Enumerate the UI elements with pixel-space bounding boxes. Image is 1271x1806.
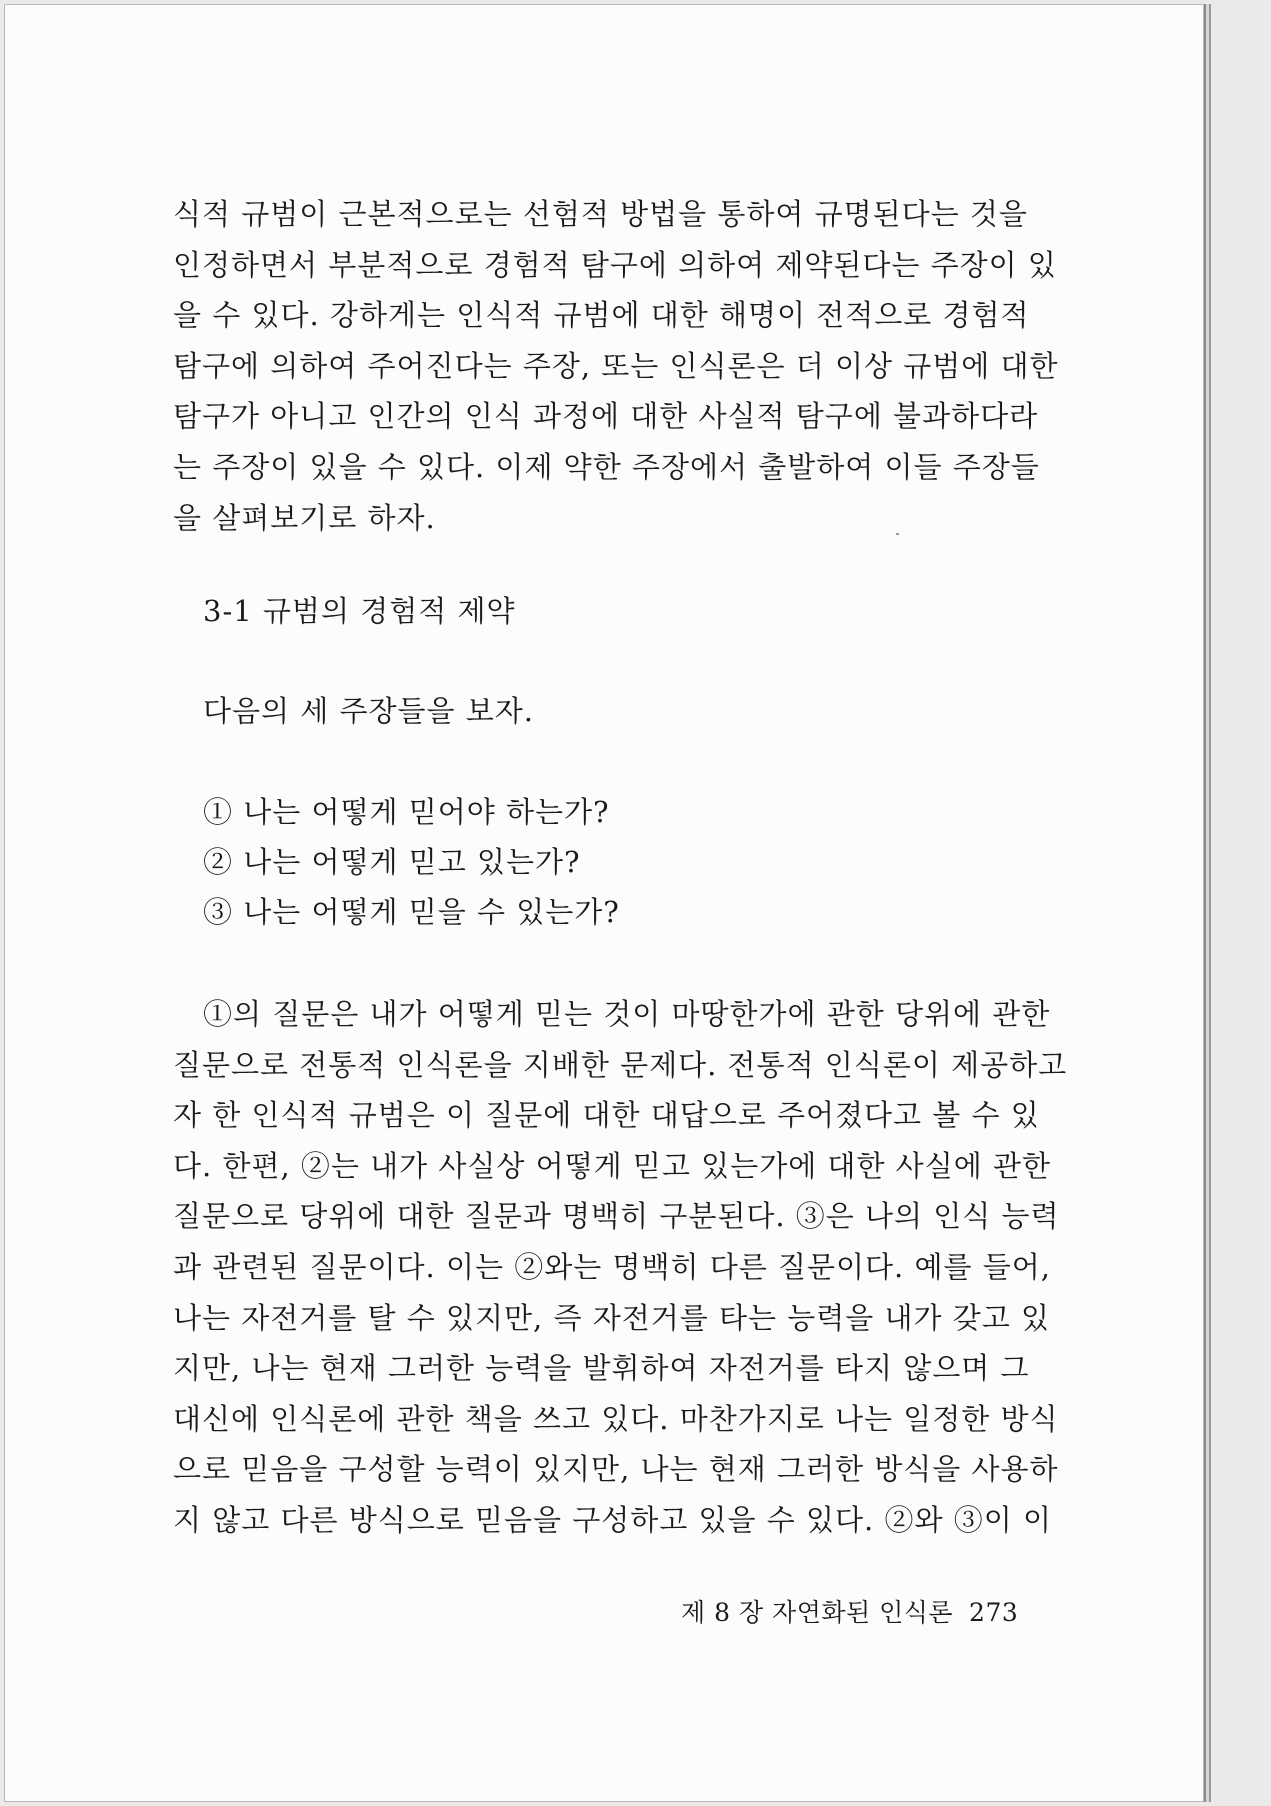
text-line: 탐구가 아니고 인간의 인식 과정에 대한 사실적 탐구에 불과하다라 (173, 399, 1039, 434)
text-line: 을 살펴보기로 하자. (173, 500, 436, 535)
book-page (4, 4, 1204, 1802)
question-item: ③ 나는 어떻게 믿을 수 있는가? (203, 895, 620, 929)
text-line: 자 한 인식적 규범은 이 질문에 대한 대답으로 주어졌다고 볼 수 있 (173, 1098, 1040, 1133)
page-footer (681, 1593, 1018, 1629)
section-heading: 3-1 규범의 경험적 제약 (203, 594, 516, 628)
text-line: 대신에 인식론에 관한 책을 쓰고 있다. 마찬가지로 나는 일정한 방식 (173, 1401, 1059, 1436)
text-line: 질문으로 전통적 인식론을 지배한 문제다. 전통적 인식론이 제공하고 (173, 1047, 1068, 1082)
text-line: 으로 믿음을 구성할 능력이 있지만, 나는 현재 그러한 방식을 사용하 (173, 1452, 1059, 1487)
text-line: ①의 질문은 내가 어떻게 믿는 것이 마땅한가에 관한 당위에 관한 (203, 997, 1051, 1031)
main-paragraph (173, 989, 1068, 1546)
text-line: 지만, 나는 현재 그러한 능력을 발휘하여 자전거를 타지 않으며 그 (173, 1351, 1030, 1386)
text-line: 나는 자전거를 탈 수 있지만, 즉 자전거를 타는 능력을 내가 갖고 있 (173, 1300, 1050, 1335)
text-line: 탐구에 의하여 주어진다는 주장, 또는 인식론은 더 이상 규범에 대한 (173, 348, 1059, 383)
text-line: 을 수 있다. 강하게는 인식적 규범에 대한 해명이 전적으로 경험적 (173, 298, 1030, 333)
question-item: ① 나는 어떻게 믿어야 하는가? (203, 795, 610, 829)
page-number: 273 (969, 1598, 1019, 1627)
text-line: 는 주장이 있을 수 있다. 이제 약한 주장에서 출발하여 이들 주장들 (173, 449, 1040, 484)
text-line: 질문으로 당위에 대한 질문과 명백히 구분된다. ③은 나의 인식 능력 (173, 1199, 1060, 1234)
text-line: 인정하면서 부분적으로 경험적 탐구에 의하여 제약된다는 주장이 있 (173, 247, 1057, 282)
scan-speck (896, 533, 899, 535)
text-line: 과 관련된 질문이다. 이는 ②와는 명백히 다른 질문이다. 예를 들어, (173, 1249, 1051, 1284)
text-line: 다. 한편, ②는 내가 사실상 어떻게 믿고 있는가에 대한 사실에 관한 (173, 1148, 1051, 1183)
lead-sentence: 다음의 세 주장들을 보자. (203, 694, 535, 728)
question-item: ② 나는 어떻게 믿고 있는가? (203, 845, 581, 879)
question-list (203, 787, 620, 937)
text-line: 지 않고 다른 방식으로 믿음을 구성하고 있을 수 있다. ②와 ③이 이 (173, 1502, 1052, 1537)
intro-paragraph (173, 189, 1059, 543)
running-title: 제 8 장 자연화된 인식론 (681, 1598, 954, 1627)
text-line: 식적 규범이 근본적으로는 선험적 방법을 통하여 규명된다는 것을 (173, 197, 1028, 231)
